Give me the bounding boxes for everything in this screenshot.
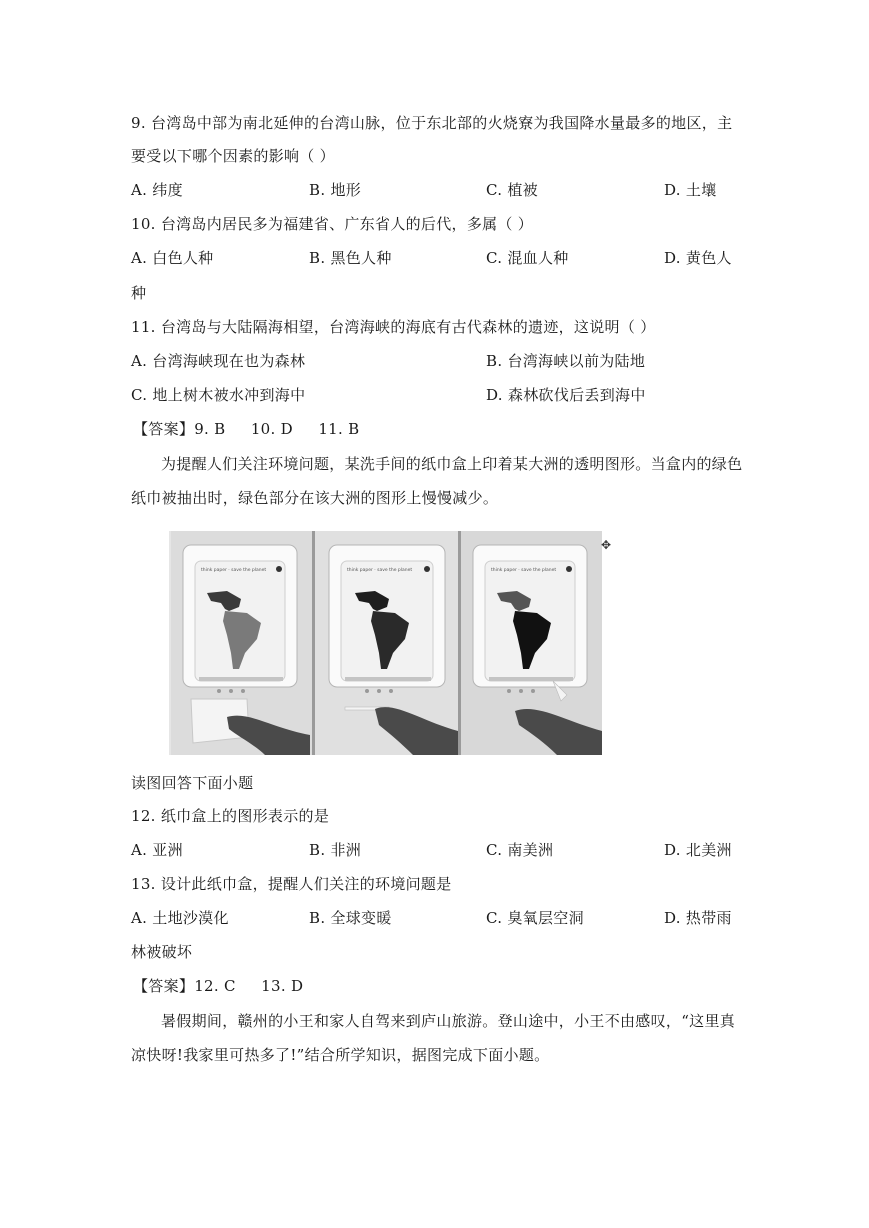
dispenser-panel-2 xyxy=(315,531,458,755)
q11-option-c: C. 地上树木被水冲到海中 xyxy=(131,386,306,404)
q10-option-a: A. 白色人种 xyxy=(131,249,214,267)
passage2-line2: 凉快呀!我家里可热多了!”结合所学知识，据图完成下面小题。 xyxy=(131,1046,550,1064)
tissue-dispenser-photo xyxy=(169,531,602,755)
passage2-line1: 暑假期间，赣州的小王和家人自驾来到庐山旅游。登山途中，小王不由感叹，“这里真 xyxy=(161,1012,736,1030)
q9-option-a: A. 纬度 xyxy=(131,181,183,199)
q10-stem: 10. 台湾岛内居民多为福建省、广东省人的后代，多属（ ） xyxy=(131,215,534,233)
q11-option-d: D. 森林砍伐后丢到海中 xyxy=(486,386,646,404)
q13-option-d-wrap: 林被破坏 xyxy=(131,943,193,961)
q9-option-d: D. 土壤 xyxy=(664,181,717,199)
q13-option-d: D. 热带雨 xyxy=(664,909,732,927)
q11-option-a: A. 台湾海峡现在也为森林 xyxy=(131,352,306,370)
q10-option-b: B. 黑色人种 xyxy=(309,249,392,267)
q12-option-d: D. 北美洲 xyxy=(664,841,732,859)
read-figure-prompt: 读图回答下面小题 xyxy=(131,774,254,792)
q13-option-c: C. 臭氧层空洞 xyxy=(486,909,584,927)
q9-stem-line1: 9. 台湾岛中部为南北延伸的台湾山脉，位于东北部的火烧寮为我国降水量最多的地区，主 xyxy=(131,114,733,132)
q10-option-d-wrap: 种 xyxy=(131,284,147,302)
passage-line2: 纸巾被抽出时，绿色部分在该大洲的图形上慢慢减少。 xyxy=(131,489,499,507)
dispenser-caption-3: think paper · save the planet xyxy=(491,568,557,573)
dispenser-caption-2: think paper · save the planet xyxy=(347,568,413,573)
q13-option-a: A. 土地沙漠化 xyxy=(131,909,229,927)
dispenser-panel-1 xyxy=(171,531,312,755)
q12-option-b: B. 非洲 xyxy=(309,841,362,859)
answer-key-1: 【答案】9. B 10. D 11. B xyxy=(133,420,360,438)
q13-stem: 13. 设计此纸巾盒，提醒人们关注的环境问题是 xyxy=(131,875,452,893)
answer-key-2: 【答案】12. C 13. D xyxy=(133,977,304,995)
image-anchor-icon: ✥ xyxy=(601,538,612,552)
q9-option-b: B. 地形 xyxy=(309,181,362,199)
q10-option-c: C. 混血人种 xyxy=(486,249,569,267)
q10-option-d: D. 黄色人 xyxy=(664,249,732,267)
q11-option-b: B. 台湾海峡以前为陆地 xyxy=(486,352,646,370)
q12-option-c: C. 南美洲 xyxy=(486,841,554,859)
dispenser-caption-1: think paper · save the planet xyxy=(201,568,267,573)
q12-stem: 12. 纸巾盒上的图形表示的是 xyxy=(131,807,330,825)
dispenser-panel-3 xyxy=(461,531,602,755)
q9-stem-line2: 要受以下哪个因素的影响（ ） xyxy=(131,147,335,165)
passage-line1: 为提醒人们关注环境问题，某洗手间的纸巾盒上印着某大洲的透明图形。当盒内的绿色 xyxy=(161,455,743,473)
q9-option-c: C. 植被 xyxy=(486,181,538,199)
q12-option-a: A. 亚洲 xyxy=(131,841,183,859)
q13-option-b: B. 全球变暖 xyxy=(309,909,392,927)
q11-stem: 11. 台湾岛与大陆隔海相望，台湾海峡的海底有古代森林的遗迹，这说明（ ） xyxy=(131,318,656,336)
